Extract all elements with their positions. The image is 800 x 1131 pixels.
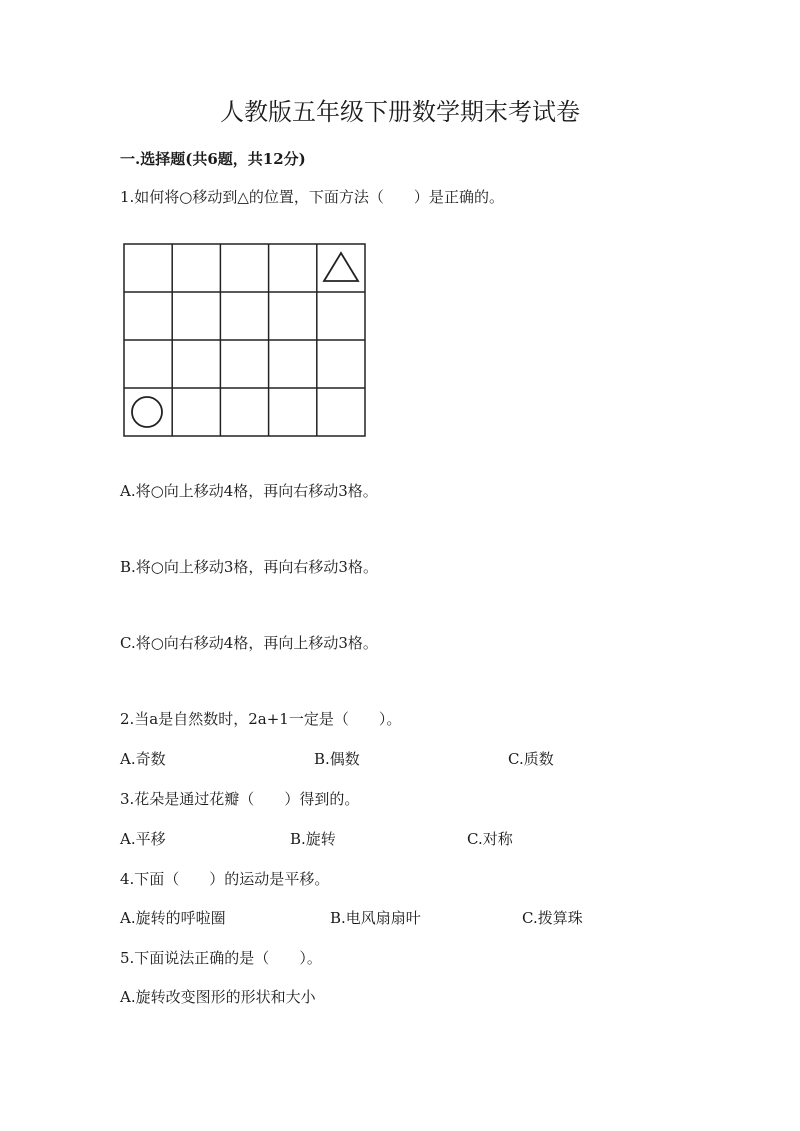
question-4-stem: 4.下面（ ）的运动是平移。 [120,870,330,888]
triangle-shape [324,253,358,281]
question-3-option-a: A.平移 [120,830,166,848]
question-1-stem: 1.如何将○移动到△的位置，下面方法（ ）是正确的。 [120,188,504,206]
question-4-option-b: B.电风扇扇叶 [330,909,421,927]
question-1-option-c: C.将○向右移动4格，再向上移动3格。 [120,634,378,652]
question-2-stem: 2.当a是自然数时，2a+1一定是（ ）。 [120,710,402,728]
section-heading: 一.选择题(共6题，共12分) [120,150,306,168]
question-5-stem: 5.下面说法正确的是（ ）。 [120,949,322,967]
question-2-option-c: C.质数 [508,750,554,768]
exam-title: 人教版五年级下册数学期末考试卷 [220,98,580,126]
question-2-option-b: B.偶数 [314,750,360,768]
question-4-option-a: A.旋转的呼啦圈 [120,909,226,927]
question-3-option-b: B.旋转 [290,830,336,848]
question-1-option-a: A.将○向上移动4格，再向右移动3格。 [120,482,378,500]
movement-grid [123,243,366,437]
question-5-option-a: A.旋转改变图形的形状和大小 [120,988,316,1006]
question-2-option-a: A.奇数 [120,750,166,768]
question-3-option-c: C.对称 [467,830,513,848]
question-1-option-b: B.将○向上移动3格，再向右移动3格。 [120,558,378,576]
question-3-stem: 3.花朵是通过花瓣（ ）得到的。 [120,790,360,808]
question-4-option-c: C.拨算珠 [522,909,583,927]
circle-shape [132,397,162,427]
